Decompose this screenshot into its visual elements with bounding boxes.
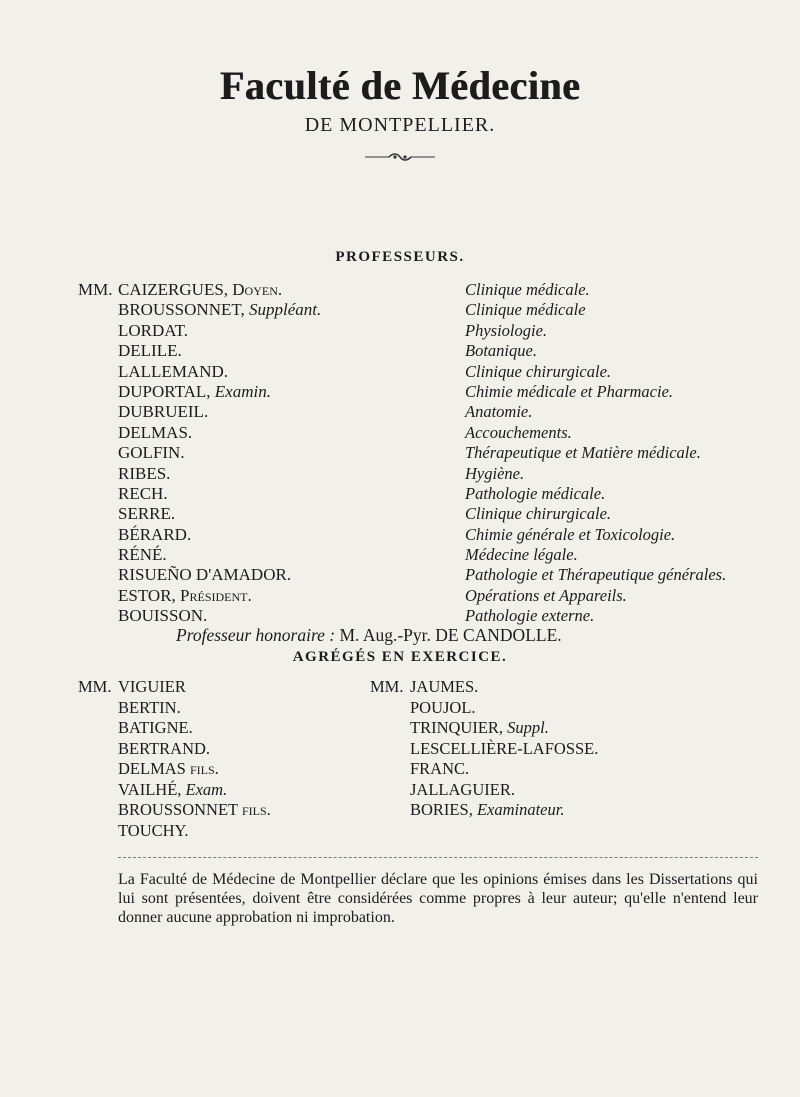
professor-chair: Clinique chirurgicale. xyxy=(465,361,612,381)
agrege-name: JALLAGUIER. xyxy=(410,779,515,799)
professor-row xyxy=(118,341,758,361)
agreges-right-column xyxy=(370,677,599,821)
professor-row xyxy=(118,464,758,484)
professor-surname: DELMAS. xyxy=(118,422,193,442)
professors-heading: PROFESSEURS. xyxy=(335,249,465,265)
professor-chair: Clinique médicale. xyxy=(465,280,590,299)
agrege-row: TRINQUIER, Suppl. xyxy=(410,718,549,737)
honorary-label: Professeur honoraire : xyxy=(176,625,336,645)
professor-row xyxy=(78,280,758,300)
agrege-suffix: fils. xyxy=(241,800,271,819)
professor-chair: Clinique chirurgicale. xyxy=(465,504,612,524)
agrege-name: TOUCHY. xyxy=(118,820,189,840)
agrege-suffix: Exam. xyxy=(185,779,228,799)
professor-chair: Chimie médicale et Pharmacie. xyxy=(465,381,674,401)
professor-surname: LALLEMAND. xyxy=(118,361,229,381)
professor-row xyxy=(118,484,758,504)
professor-chair: Opérations et Appareils. xyxy=(465,585,627,605)
professor-title: Suppléant. xyxy=(248,300,322,320)
professor-name: MM. CAIZERGUES, Doyen. xyxy=(78,280,283,299)
professor-chair: Anatomie. xyxy=(465,402,533,422)
ornament-divider xyxy=(365,152,435,162)
agrege-name: TRINQUIER xyxy=(410,718,499,737)
agrege-row xyxy=(118,739,271,760)
professor-row xyxy=(118,382,758,402)
professor-row xyxy=(118,504,758,524)
agrege-row xyxy=(370,677,598,698)
professor-name: BROUSSONNET, Suppléant. xyxy=(118,300,322,320)
professor-surname: BOUISSON. xyxy=(118,606,208,626)
professor-name xyxy=(118,606,465,626)
professor-surname: GOLFIN. xyxy=(118,443,185,463)
mm-prefix: MM. xyxy=(78,677,112,696)
professor-surname: DUPORTAL xyxy=(118,381,207,401)
professor-row xyxy=(118,545,758,565)
professor-surname: RÉNÉ. xyxy=(118,545,167,565)
agrege-suffix: Suppl. xyxy=(507,718,549,737)
agrege-row xyxy=(78,677,271,698)
professors-list xyxy=(78,280,758,627)
professor-surname: BÉRARD. xyxy=(118,524,192,544)
professor-name xyxy=(118,545,465,565)
agrege-name: BATIGNE. xyxy=(118,718,193,737)
professor-chair: Médecine légale. xyxy=(465,545,578,565)
professor-name xyxy=(118,341,465,361)
disclaimer-notice: La Faculté de Médecine de Montpellier déclare que les opinions émises dans les Dissertations qui lui sont présentées, doivent être considérées comme propres à leur auteur; qu'elle n'entend leur donner aucune approbation ni improbation. xyxy=(118,871,758,927)
professor-surname: SERRE. xyxy=(118,504,176,524)
professor-name xyxy=(118,525,465,545)
professor-name xyxy=(118,321,465,341)
agrege-suffix: Examinateur. xyxy=(476,800,565,819)
agrege-name: JAUMES. xyxy=(410,677,479,696)
agrege-row xyxy=(410,739,598,760)
professor-surname: LORDAT. xyxy=(118,320,189,340)
professor-chair: Clinique médicale xyxy=(465,300,586,320)
agrege-row: BORIES, Examinateur. xyxy=(410,800,565,819)
professor-chair: Physiologie. xyxy=(465,320,548,340)
agrege-row xyxy=(118,718,271,739)
professor-name xyxy=(118,443,465,463)
professor-surname: DELILE. xyxy=(118,341,182,361)
professor-surname: RISUEÑO D'AMADOR. xyxy=(118,565,292,585)
honorary-name: M. Aug.-Pyr. DE CANDOLLE. xyxy=(339,625,562,645)
professor-row xyxy=(118,300,758,320)
professor-chair: Botanique. xyxy=(465,341,537,361)
professor-name xyxy=(118,423,465,443)
professor-row xyxy=(118,565,758,585)
professor-row xyxy=(118,586,758,606)
agrege-name: LESCELLIÈRE-LAFOSSE. xyxy=(410,738,599,758)
professor-row xyxy=(118,321,758,341)
professor-name xyxy=(118,362,465,382)
professor-name xyxy=(118,402,465,422)
agrege-name: BROUSSONNET xyxy=(118,800,238,819)
professor-row xyxy=(118,402,758,422)
agrege-row xyxy=(410,759,598,780)
professor-surname: RECH. xyxy=(118,483,168,503)
professor-name: DUPORTAL, Examin. xyxy=(118,381,271,401)
professor-surname: BROUSSONNET xyxy=(118,300,241,320)
professor-title: Président. xyxy=(180,585,252,605)
separator-rule xyxy=(118,857,758,858)
professor-row xyxy=(118,606,758,626)
agrege-row xyxy=(410,698,598,719)
professor-title: Examin. xyxy=(214,381,271,401)
agrege-name: BORIES xyxy=(410,800,469,819)
professor-title: Doyen. xyxy=(232,280,283,299)
mm-prefix: MM. xyxy=(370,677,404,696)
professor-chair: Pathologie externe. xyxy=(465,606,595,626)
professor-surname: DUBRUEIL. xyxy=(118,402,209,422)
agrege-name: DELMAS xyxy=(118,759,186,778)
agrege-row xyxy=(118,698,271,719)
professor-chair: Accouchements. xyxy=(465,422,572,442)
agrege-row xyxy=(410,780,598,801)
agrege-name: VAILHÉ xyxy=(118,779,178,799)
professor-name: ESTOR, Président. xyxy=(118,585,252,605)
agrege-suffix: fils. xyxy=(189,759,219,778)
professor-chair: Chimie générale et Toxicologie. xyxy=(465,524,676,544)
agrege-name: FRANC. xyxy=(410,759,470,778)
professor-name xyxy=(118,504,465,524)
agrege-row: VAILHÉ, Exam. xyxy=(118,779,228,799)
agrege-name: BERTIN. xyxy=(118,697,181,717)
agreges-heading: AGRÉGÉS EN EXERCICE. xyxy=(292,649,508,665)
agrege-row xyxy=(118,821,271,842)
professor-row xyxy=(118,362,758,382)
professor-chair: Pathologie et Thérapeutique générales. xyxy=(465,565,727,585)
professor-surname: CAIZERGUES xyxy=(118,280,224,299)
professor-surname: RIBES. xyxy=(118,463,171,483)
honorary-professor xyxy=(176,625,562,646)
faculty-subtitle: DE MONTPELLIER. xyxy=(304,114,496,136)
agrege-row xyxy=(118,800,271,821)
professor-name xyxy=(118,464,465,484)
professor-row xyxy=(118,525,758,545)
professor-name xyxy=(118,484,465,504)
agreges-left-column xyxy=(78,677,271,841)
professor-chair: Thérapeutique et Matière médicale. xyxy=(465,443,701,463)
agrege-row xyxy=(118,759,271,780)
professor-row xyxy=(118,423,758,443)
professor-row xyxy=(118,443,758,463)
mm-prefix: MM. xyxy=(78,280,113,299)
agrege-name: POUJOL. xyxy=(410,697,476,717)
faculty-title: Faculté de Médecine xyxy=(219,63,581,108)
professor-name xyxy=(118,565,465,585)
professor-chair: Pathologie médicale. xyxy=(465,483,606,503)
professor-surname: ESTOR xyxy=(118,585,172,605)
professor-chair: Hygiène. xyxy=(465,463,525,483)
agrege-name: VIGUIER xyxy=(118,677,186,696)
agrege-name: BERTRAND. xyxy=(118,738,211,758)
